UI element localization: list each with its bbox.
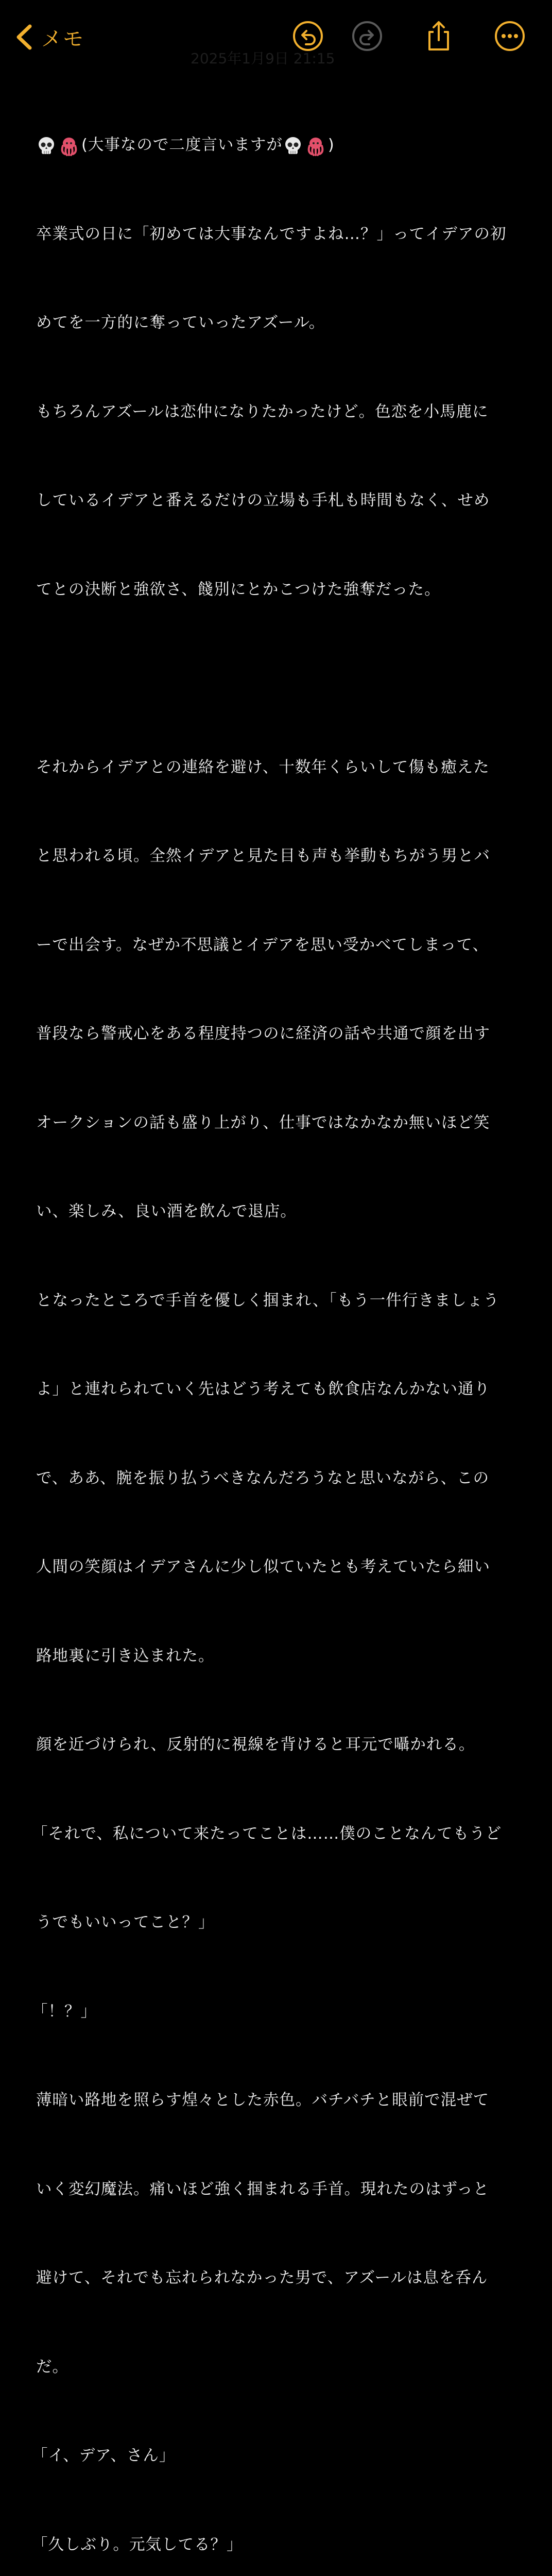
note-line: となったところで手首を優しく掴まれ、「もう一件行きましょう <box>36 1291 499 1310</box>
navigation-bar <box>0 0 552 72</box>
note-line-1 <box>36 130 520 160</box>
note-line: 人間の笑顔はイデアさんに少し似ていたとも考えていたら細い <box>36 1558 490 1576</box>
note-line: 普段なら警戒心をある程度持つのに経済の話や共通で顔を出す <box>36 1025 490 1043</box>
back-label: メモ <box>41 27 84 51</box>
note-line: よ」と連れられていく先はどう考えても飲食店なんかない通り <box>36 1380 490 1398</box>
chevron-left-icon <box>14 23 34 51</box>
note-line-empty <box>36 664 520 693</box>
octopus-icon <box>305 135 326 156</box>
back-button[interactable] <box>14 21 84 54</box>
note-line: 「！？」 <box>32 2002 97 2021</box>
note-date-faint: 2025年1月9日 21:15 <box>191 50 335 67</box>
note-line: 避けて、それでも忘れられなかった男で、アズールは息を呑ん <box>36 2269 488 2287</box>
note-line: しているイデアと番えるだけの立場も手札も時間もなく、せめ <box>36 492 490 510</box>
octopus-icon <box>59 135 79 156</box>
note-line: 卒業式の日に「初めては大事なんですよね…？」ってイデアの初 <box>36 225 507 243</box>
note-line: と思われる頃。全然イデアと見た目も声も挙動もちがう男とバ <box>36 847 490 865</box>
note-body[interactable] <box>32 71 520 2576</box>
undo-icon[interactable] <box>291 20 324 53</box>
note-line: い、楽しみ、良い酒を飲んで退店。 <box>36 1202 297 1221</box>
note-line: で、ああ、腕を振り払うべきなんだろうなと思いながら、この <box>36 1469 490 1487</box>
note-line: 薄暗い路地を照らす煌々とした赤色。バチバチと眼前で混ぜて <box>36 2091 490 2109</box>
note-line-1-close: ) <box>327 136 335 154</box>
note-line: 「イ、デア、さん」 <box>32 2447 176 2465</box>
redo-icon <box>351 20 384 53</box>
note-line: 「久しぶり。元気してる？」 <box>32 2535 243 2554</box>
share-icon[interactable] <box>422 20 455 53</box>
note-line: 「それで、私について来たってことは……僕のことなんてもうど <box>32 1824 502 1843</box>
note-line: だ。 <box>36 2358 68 2376</box>
note-line: もちろんアズールは恋仲になりたかったけど。色恋を小馬鹿に <box>36 402 489 421</box>
skull-icon <box>283 135 303 156</box>
note-line: オークションの話も盛り上がり、仕事ではなかなか無いほど笑 <box>36 1113 490 1132</box>
more-icon[interactable] <box>493 20 526 53</box>
note-line: めてを一方的に奪っていったアズール。 <box>36 314 325 332</box>
note-line: ーで出会す。なぜか不思議とイデアを思い受かべてしまって、 <box>36 936 489 954</box>
note-line: いく変幻魔法。痛いほど強く掴まれる手首。現れたのはずっと <box>36 2180 490 2198</box>
note-line: 路地裏に引き込まれた。 <box>36 1647 215 1665</box>
note-line: うでもいいってこと？」 <box>36 1913 215 1931</box>
note-line-1-text: (大事なので二度言いますが <box>81 136 283 154</box>
skull-icon <box>36 135 57 156</box>
note-line: てとの決断と強欲さ、餞別にとかこつけた強奪だった。 <box>36 580 441 599</box>
note-line: それからイデアとの連絡を避け、十数年くらいして傷も癒えた <box>36 758 490 776</box>
note-line: 顔を近づけられ、反射的に視線を背けると耳元で囁かれる。 <box>36 1736 475 1754</box>
